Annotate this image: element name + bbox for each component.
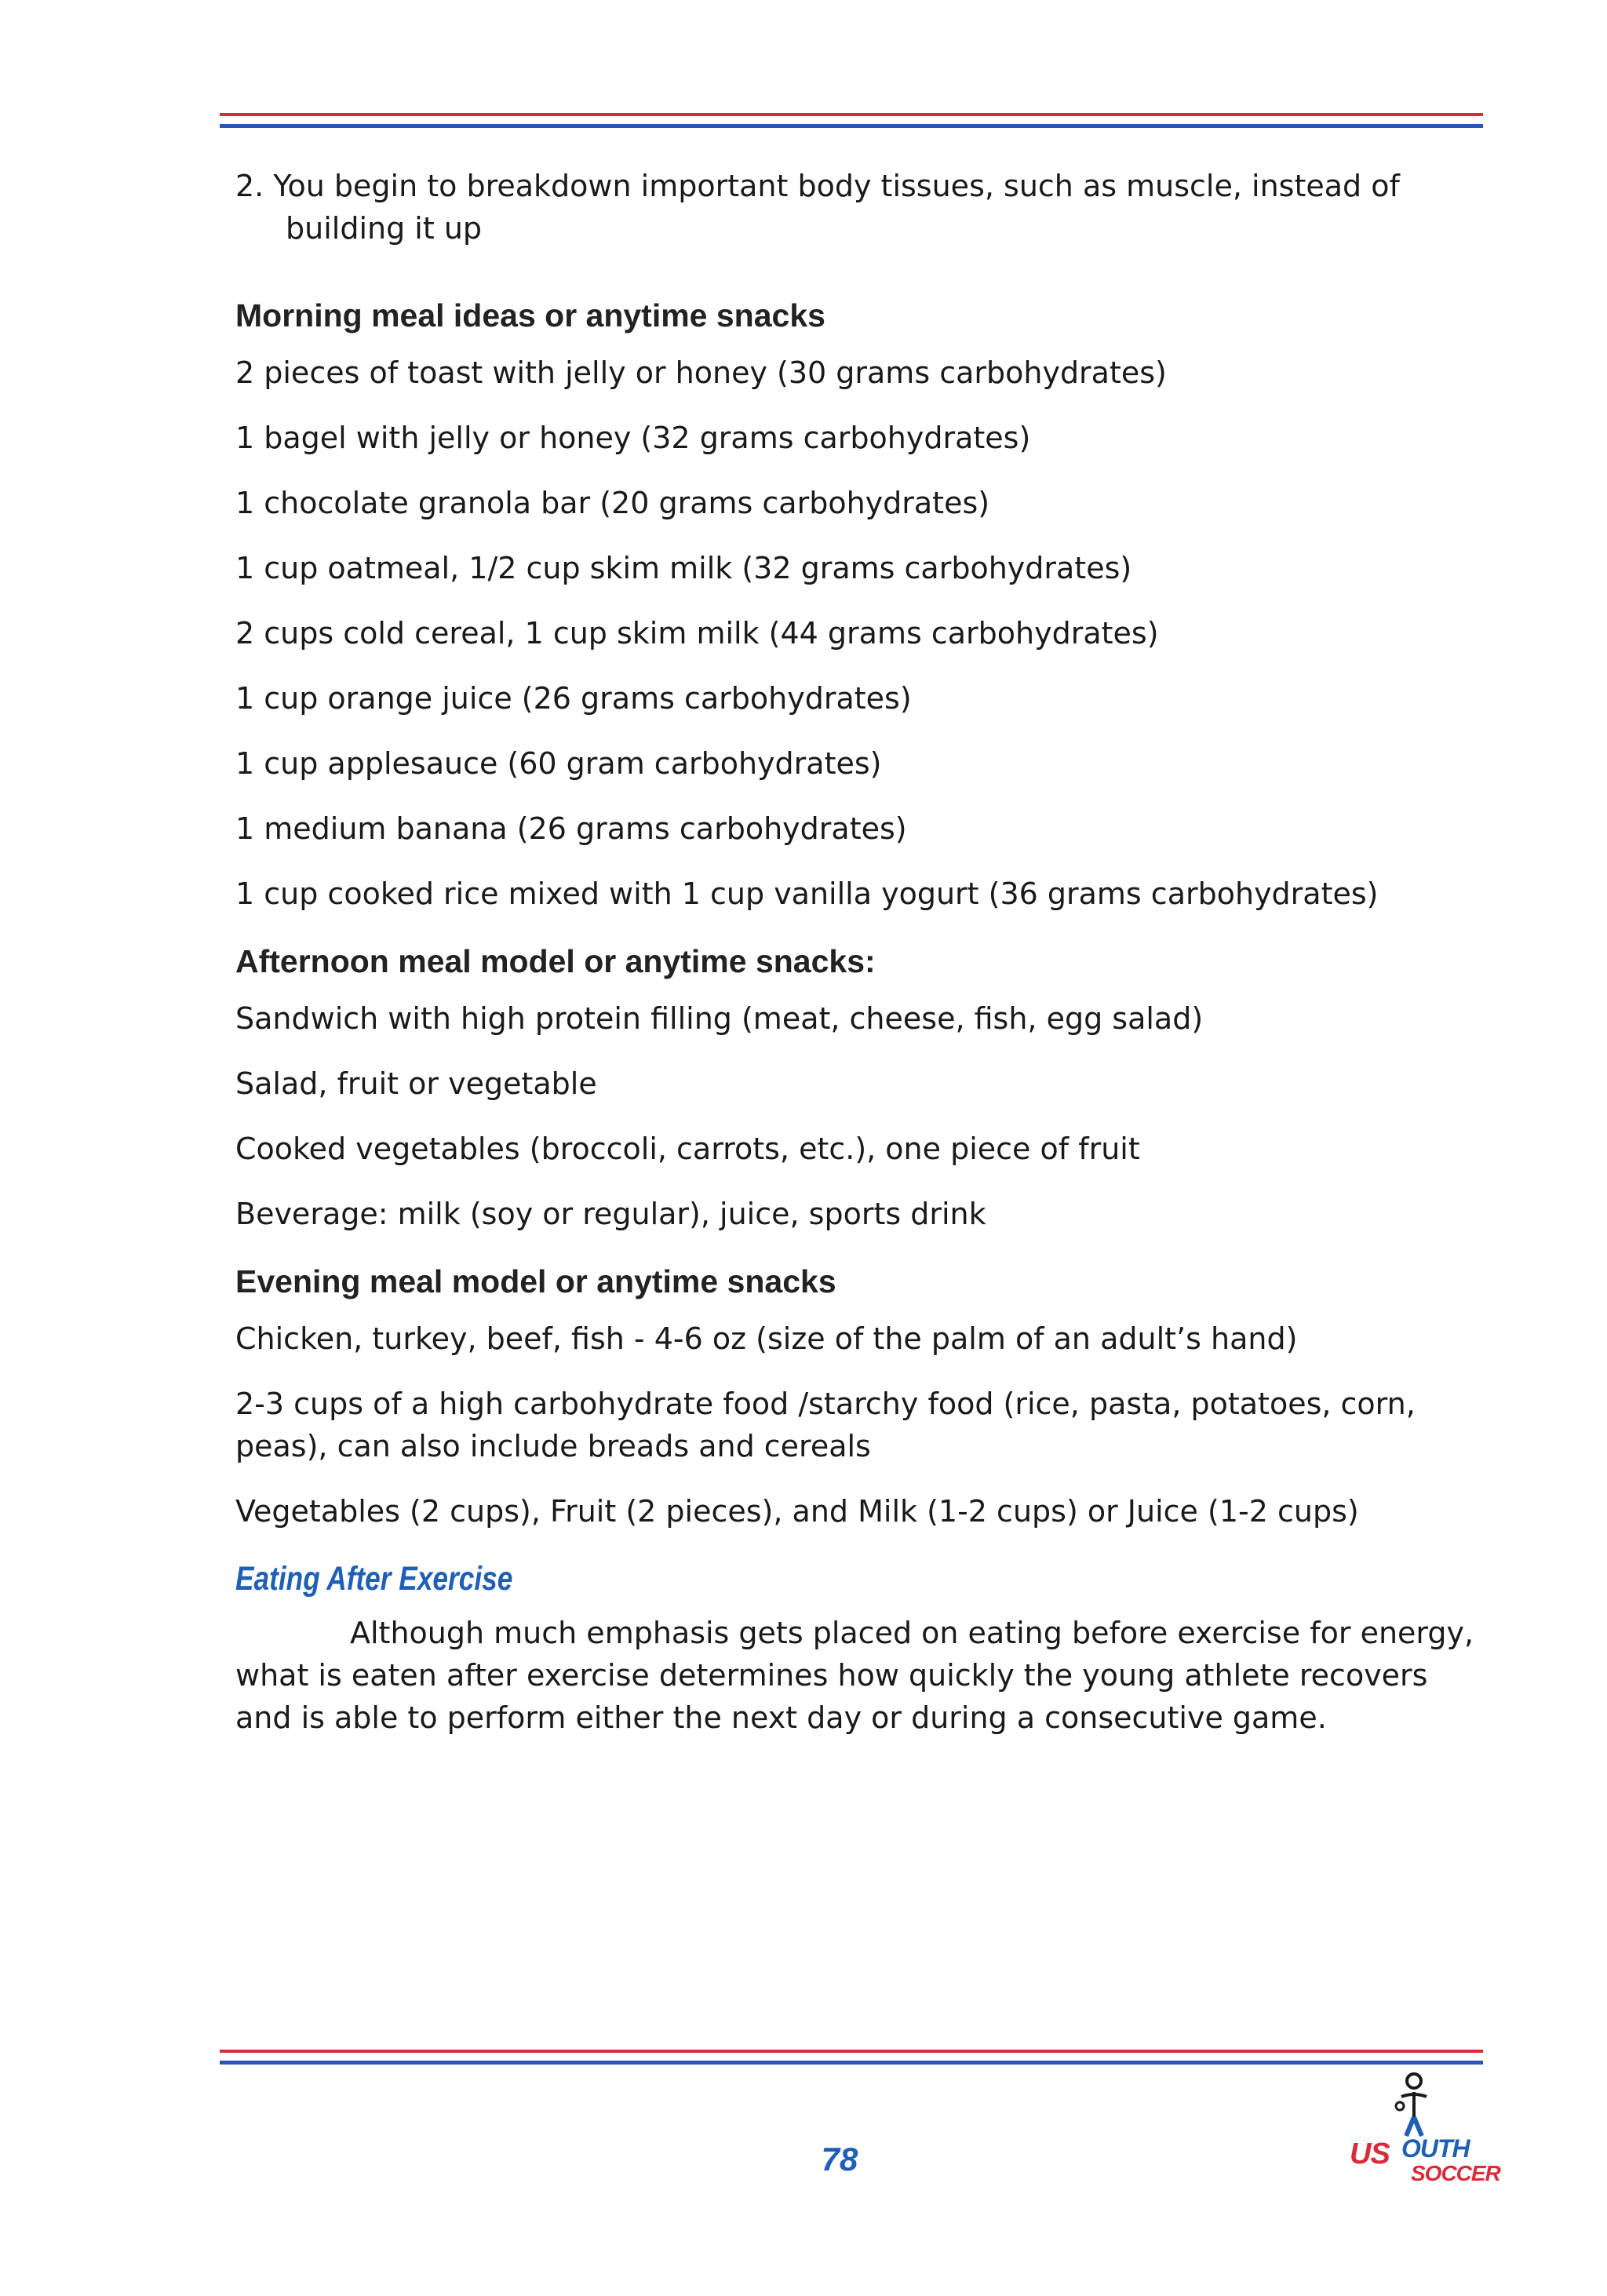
top-rule <box>220 113 1483 128</box>
logo-youth-text: OUTH <box>1401 2134 1470 2163</box>
page-content <box>235 165 1491 1739</box>
list-item: 1 cup orange juice (26 grams carbohydrates) <box>235 681 912 716</box>
page-number: 78 <box>821 2141 858 2178</box>
list-item: Vegetables (2 cups), Fruit (2 pieces), and Milk (1-2 cups) or Juice (1-2 cups) <box>235 1494 1359 1529</box>
section-title: Afternoon meal model or anytime snacks: <box>235 943 876 979</box>
logo-us-text: US <box>1350 2137 1390 2170</box>
section-title: Evening meal model or anytime snacks <box>235 1263 836 1299</box>
evening-section <box>235 1258 1491 1532</box>
list-item: Salad, fruit or vegetable <box>235 1066 597 1101</box>
list-item: 1 cup cooked rice mixed with 1 cup vanilla yogurt (36 grams carbohydrates) <box>235 876 1379 911</box>
list-item: Cooked vegetables (broccoli, carrots, etc.), one piece of fruit <box>235 1132 1140 1166</box>
us-youth-soccer-logo <box>1350 2072 1499 2197</box>
eating-after-paragraph: Although much emphasis gets placed on eating before exercise for energy, what is eaten after exercise determines how quickly the young athlete recovers and is able to perform either the next day or during a consecutive game. <box>235 1616 1474 1735</box>
list-item: 2 cups cold cereal, 1 cup skim milk (44 grams carbohydrates) <box>235 616 1159 651</box>
afternoon-section <box>235 938 1491 1235</box>
list-item: 1 bagel with jelly or honey (32 grams carbohydrates) <box>235 421 1031 455</box>
logo-soccer-text: SOCCER <box>1411 2161 1500 2185</box>
list-item: 1 medium banana (26 grams carbohydrates) <box>235 811 907 846</box>
list-item: 2-3 cups of a high carbohydrate food /starchy food (rice, pasta, potatoes, corn, peas), can also include breads and cereals <box>235 1387 1416 1463</box>
list-item: 2 pieces of toast with jelly or honey (30 grams carbohydrates) <box>235 355 1167 390</box>
list-item: Beverage: milk (soy or regular), juice, sports drink <box>235 1197 986 1231</box>
list-item: 1 cup applesauce (60 gram carbohydrates) <box>235 746 882 781</box>
list-item: 1 cup oatmeal, 1/2 cup skim milk (32 grams carbohydrates) <box>235 551 1132 585</box>
list-item: 1 chocolate granola bar (20 grams carbohydrates) <box>235 486 990 520</box>
section-title: Morning meal ideas or anytime snacks <box>235 297 825 333</box>
list-item: Sandwich with high protein filling (meat, cheese, fish, egg salad) <box>235 1001 1204 1036</box>
eating-after-title: Eating After Exercise <box>235 1560 513 1598</box>
list-item: Chicken, turkey, beef, fish - 4-6 oz (size of the palm of an adult’s hand) <box>235 1321 1298 1356</box>
soccer-player-icon <box>1390 2072 1438 2142</box>
bottom-rule <box>220 2050 1483 2065</box>
numbered-item: 2. You begin to breakdown important body tissues, such as muscle, instead of building it up <box>235 169 1400 246</box>
morning-section <box>235 292 1491 915</box>
